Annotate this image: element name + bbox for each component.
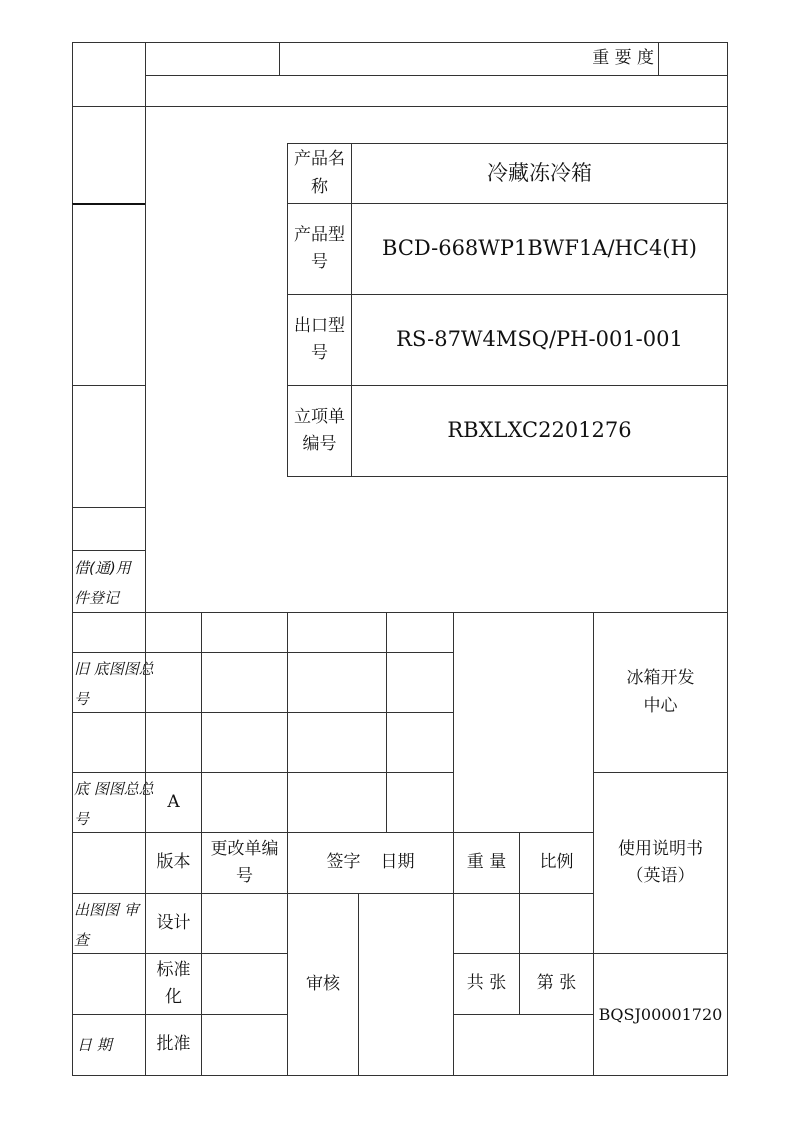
top-cell-1 xyxy=(145,42,280,76)
left-cell xyxy=(72,42,146,107)
grid-cell xyxy=(72,712,146,773)
left-cell xyxy=(72,507,146,551)
design-label: 设计 xyxy=(145,893,202,954)
review-label: 审核 xyxy=(287,893,359,1076)
grid-cell xyxy=(453,893,520,954)
grid-cell xyxy=(72,612,146,653)
document-title: 使用说明书（英语） xyxy=(593,772,728,954)
product-name-label: 产品名称 xyxy=(287,143,352,204)
grid-cell xyxy=(145,652,202,713)
top-row-2 xyxy=(145,75,728,107)
grid-cell xyxy=(287,772,387,833)
grid-cell xyxy=(453,612,594,833)
grid-cell xyxy=(72,832,146,894)
sign-date-header xyxy=(287,832,454,894)
grid-cell xyxy=(519,893,594,954)
left-cell xyxy=(72,203,146,386)
sheet-no: 第 张 xyxy=(519,953,594,1015)
grid-cell xyxy=(145,712,202,773)
grid-cell xyxy=(201,772,288,833)
left-cell xyxy=(72,106,146,204)
importance-label: 重 要 度 xyxy=(279,42,659,76)
date-header: 日期 xyxy=(380,852,415,873)
change-no-header: 更改单编号 xyxy=(201,832,288,894)
project-no-value: RBXLXC2201276 xyxy=(351,385,728,477)
product-name-value: 冷藏冻冷箱 xyxy=(351,143,728,204)
importance-value xyxy=(658,42,728,76)
drawing-check-label: 出图图 审查 xyxy=(74,901,139,949)
borrow-register-label: 借(通)用件登记 xyxy=(74,559,131,607)
product-model-value: BCD-668WP1BWF1A/HC4(H) xyxy=(351,203,728,295)
date-label: 日 期 xyxy=(72,1014,146,1076)
grid-cell xyxy=(201,612,288,653)
grid-cell xyxy=(287,712,387,773)
grid-cell xyxy=(201,893,288,954)
grid-cell xyxy=(287,612,387,653)
weight-header: 重 量 xyxy=(453,832,520,894)
total-sheets: 共 张 xyxy=(453,953,520,1015)
scale-header: 比例 xyxy=(519,832,594,894)
grid-cell xyxy=(386,712,454,773)
project-no-label: 立项单编号 xyxy=(287,385,352,477)
grid-cell xyxy=(201,652,288,713)
export-model-label: 出口型号 xyxy=(287,294,352,386)
export-model-value: RS-87W4MSQ/PH-001-001 xyxy=(351,294,728,386)
left-cell xyxy=(72,385,146,508)
version-header: 版本 xyxy=(145,832,202,894)
grid-cell xyxy=(453,1014,594,1076)
base-no-label: 底 图图总总号 xyxy=(74,780,154,828)
grid-cell xyxy=(386,612,454,653)
grid-cell xyxy=(386,772,454,833)
old-base-no-label: 旧 底图图总号 xyxy=(74,660,154,708)
sign-header: 签字 xyxy=(326,852,361,873)
product-model-label: 产品型号 xyxy=(287,203,352,295)
document-number: BQSJ00001720 xyxy=(593,953,728,1076)
approve-label: 批准 xyxy=(145,1014,202,1076)
grid-cell xyxy=(201,1014,288,1076)
grid-cell xyxy=(145,612,202,653)
grid-cell xyxy=(201,712,288,773)
standardize-label: 标准化 xyxy=(145,953,202,1015)
department: 冰箱开发中心 xyxy=(593,612,728,773)
grid-cell xyxy=(287,652,387,713)
version-value: A xyxy=(145,772,202,833)
grid-cell xyxy=(201,953,288,1015)
grid-cell xyxy=(72,953,146,1015)
grid-cell xyxy=(358,893,454,1076)
grid-cell xyxy=(386,652,454,713)
